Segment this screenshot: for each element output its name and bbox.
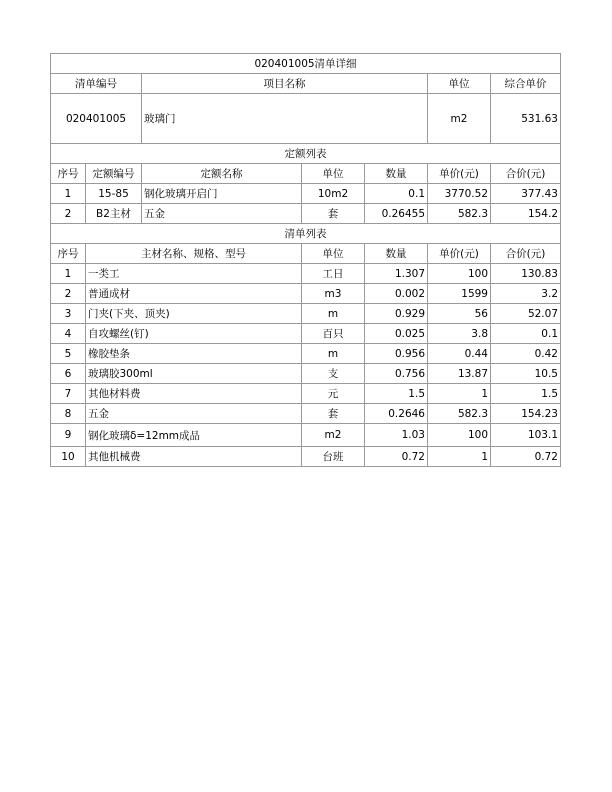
- material-index: 5: [51, 344, 86, 364]
- detail-table: [50, 53, 561, 467]
- title-row: [51, 54, 561, 74]
- material-qty: 0.002: [365, 284, 428, 304]
- detail-sheet: [50, 53, 561, 467]
- quota-col-code: 定额编号: [86, 164, 142, 184]
- material-row: [51, 364, 561, 384]
- material-total: 130.83: [491, 264, 561, 284]
- material-qty: 1.307: [365, 264, 428, 284]
- material-price: 56: [428, 304, 491, 324]
- item-header-row: [51, 74, 561, 94]
- quota-index: 1: [51, 184, 86, 204]
- material-name: 一类工: [86, 264, 302, 284]
- material-price: 13.87: [428, 364, 491, 384]
- code-label: 清单编号: [51, 74, 142, 94]
- material-index: 10: [51, 447, 86, 467]
- material-total: 10.5: [491, 364, 561, 384]
- quota-header-row: [51, 164, 561, 184]
- material-col-unit: 单位: [302, 244, 365, 264]
- quota-section-title: 定额列表: [51, 144, 561, 164]
- material-qty: 0.929: [365, 304, 428, 324]
- material-price: 582.3: [428, 404, 491, 424]
- quota-qty: 0.1: [365, 184, 428, 204]
- material-total: 52.07: [491, 304, 561, 324]
- material-total: 0.72: [491, 447, 561, 467]
- material-total: 154.23: [491, 404, 561, 424]
- material-col-price: 单价(元): [428, 244, 491, 264]
- material-index: 6: [51, 364, 86, 384]
- quota-unit: 套: [302, 204, 365, 224]
- material-unit: m: [302, 344, 365, 364]
- quota-name: 钢化玻璃开启门: [142, 184, 302, 204]
- quota-total: 154.2: [491, 204, 561, 224]
- material-price: 1: [428, 384, 491, 404]
- material-row: [51, 284, 561, 304]
- material-total: 103.1: [491, 424, 561, 447]
- quota-section-title-row: [51, 144, 561, 164]
- quota-index: 2: [51, 204, 86, 224]
- material-qty: 1.5: [365, 384, 428, 404]
- material-unit: m3: [302, 284, 365, 304]
- quota-col-total: 合价(元): [491, 164, 561, 184]
- material-name: 普通成材: [86, 284, 302, 304]
- quota-name: 五金: [142, 204, 302, 224]
- material-unit: 工日: [302, 264, 365, 284]
- material-col-total: 合价(元): [491, 244, 561, 264]
- material-total: 3.2: [491, 284, 561, 304]
- sheet-title: 020401005清单详细: [51, 54, 561, 74]
- material-price: 1599: [428, 284, 491, 304]
- material-unit: m: [302, 304, 365, 324]
- material-name: 门夹(下夹、顶夹): [86, 304, 302, 324]
- material-col-name: 主材名称、规格、型号: [86, 244, 302, 264]
- item-price: 531.63: [491, 94, 561, 144]
- material-index: 3: [51, 304, 86, 324]
- quota-total: 377.43: [491, 184, 561, 204]
- material-unit: 百只: [302, 324, 365, 344]
- material-qty: 0.72: [365, 447, 428, 467]
- quota-row: [51, 204, 561, 224]
- material-row: [51, 304, 561, 324]
- material-name: 五金: [86, 404, 302, 424]
- material-name: 自攻螺丝(钉): [86, 324, 302, 344]
- material-index: 8: [51, 404, 86, 424]
- material-header-row: [51, 244, 561, 264]
- material-price: 3.8: [428, 324, 491, 344]
- item-unit: m2: [428, 94, 491, 144]
- quota-price: 582.3: [428, 204, 491, 224]
- quota-col-index: 序号: [51, 164, 86, 184]
- quota-col-unit: 单位: [302, 164, 365, 184]
- material-row: [51, 344, 561, 364]
- quota-price: 3770.52: [428, 184, 491, 204]
- unit-label: 单位: [428, 74, 491, 94]
- material-unit: 支: [302, 364, 365, 384]
- material-name: 钢化玻璃δ=12mm成品: [86, 424, 302, 447]
- name-label: 项目名称: [142, 74, 428, 94]
- material-qty: 1.03: [365, 424, 428, 447]
- quota-qty: 0.26455: [365, 204, 428, 224]
- material-name: 其他机械费: [86, 447, 302, 467]
- quota-col-price: 单价(元): [428, 164, 491, 184]
- material-section-title: 清单列表: [51, 224, 561, 244]
- item-name: 玻璃门: [142, 94, 428, 144]
- material-total: 0.1: [491, 324, 561, 344]
- material-qty: 0.2646: [365, 404, 428, 424]
- material-list: [51, 264, 561, 467]
- material-qty: 0.756: [365, 364, 428, 384]
- material-price: 1: [428, 447, 491, 467]
- material-index: 7: [51, 384, 86, 404]
- material-price: 100: [428, 264, 491, 284]
- material-row: [51, 324, 561, 344]
- material-index: 4: [51, 324, 86, 344]
- material-qty: 0.956: [365, 344, 428, 364]
- quota-row: [51, 184, 561, 204]
- material-index: 1: [51, 264, 86, 284]
- material-index: 2: [51, 284, 86, 304]
- material-col-qty: 数量: [365, 244, 428, 264]
- material-unit: 元: [302, 384, 365, 404]
- material-name: 橡胶垫条: [86, 344, 302, 364]
- material-price: 0.44: [428, 344, 491, 364]
- material-row: [51, 384, 561, 404]
- material-name: 玻璃胶300ml: [86, 364, 302, 384]
- quota-col-qty: 数量: [365, 164, 428, 184]
- material-col-index: 序号: [51, 244, 86, 264]
- quota-code: B2主材: [86, 204, 142, 224]
- material-row: [51, 447, 561, 467]
- quota-code: 15-85: [86, 184, 142, 204]
- item-row: [51, 94, 561, 144]
- material-section-title-row: [51, 224, 561, 244]
- material-total: 0.42: [491, 344, 561, 364]
- material-row: [51, 264, 561, 284]
- material-index: 9: [51, 424, 86, 447]
- material-unit: 套: [302, 404, 365, 424]
- material-unit: m2: [302, 424, 365, 447]
- material-unit: 台班: [302, 447, 365, 467]
- item-code: 020401005: [51, 94, 142, 144]
- material-qty: 0.025: [365, 324, 428, 344]
- material-row: [51, 424, 561, 447]
- quota-col-name: 定额名称: [142, 164, 302, 184]
- price-label: 综合单价: [491, 74, 561, 94]
- material-row: [51, 404, 561, 424]
- material-price: 100: [428, 424, 491, 447]
- material-name: 其他材料费: [86, 384, 302, 404]
- material-total: 1.5: [491, 384, 561, 404]
- quota-unit: 10m2: [302, 184, 365, 204]
